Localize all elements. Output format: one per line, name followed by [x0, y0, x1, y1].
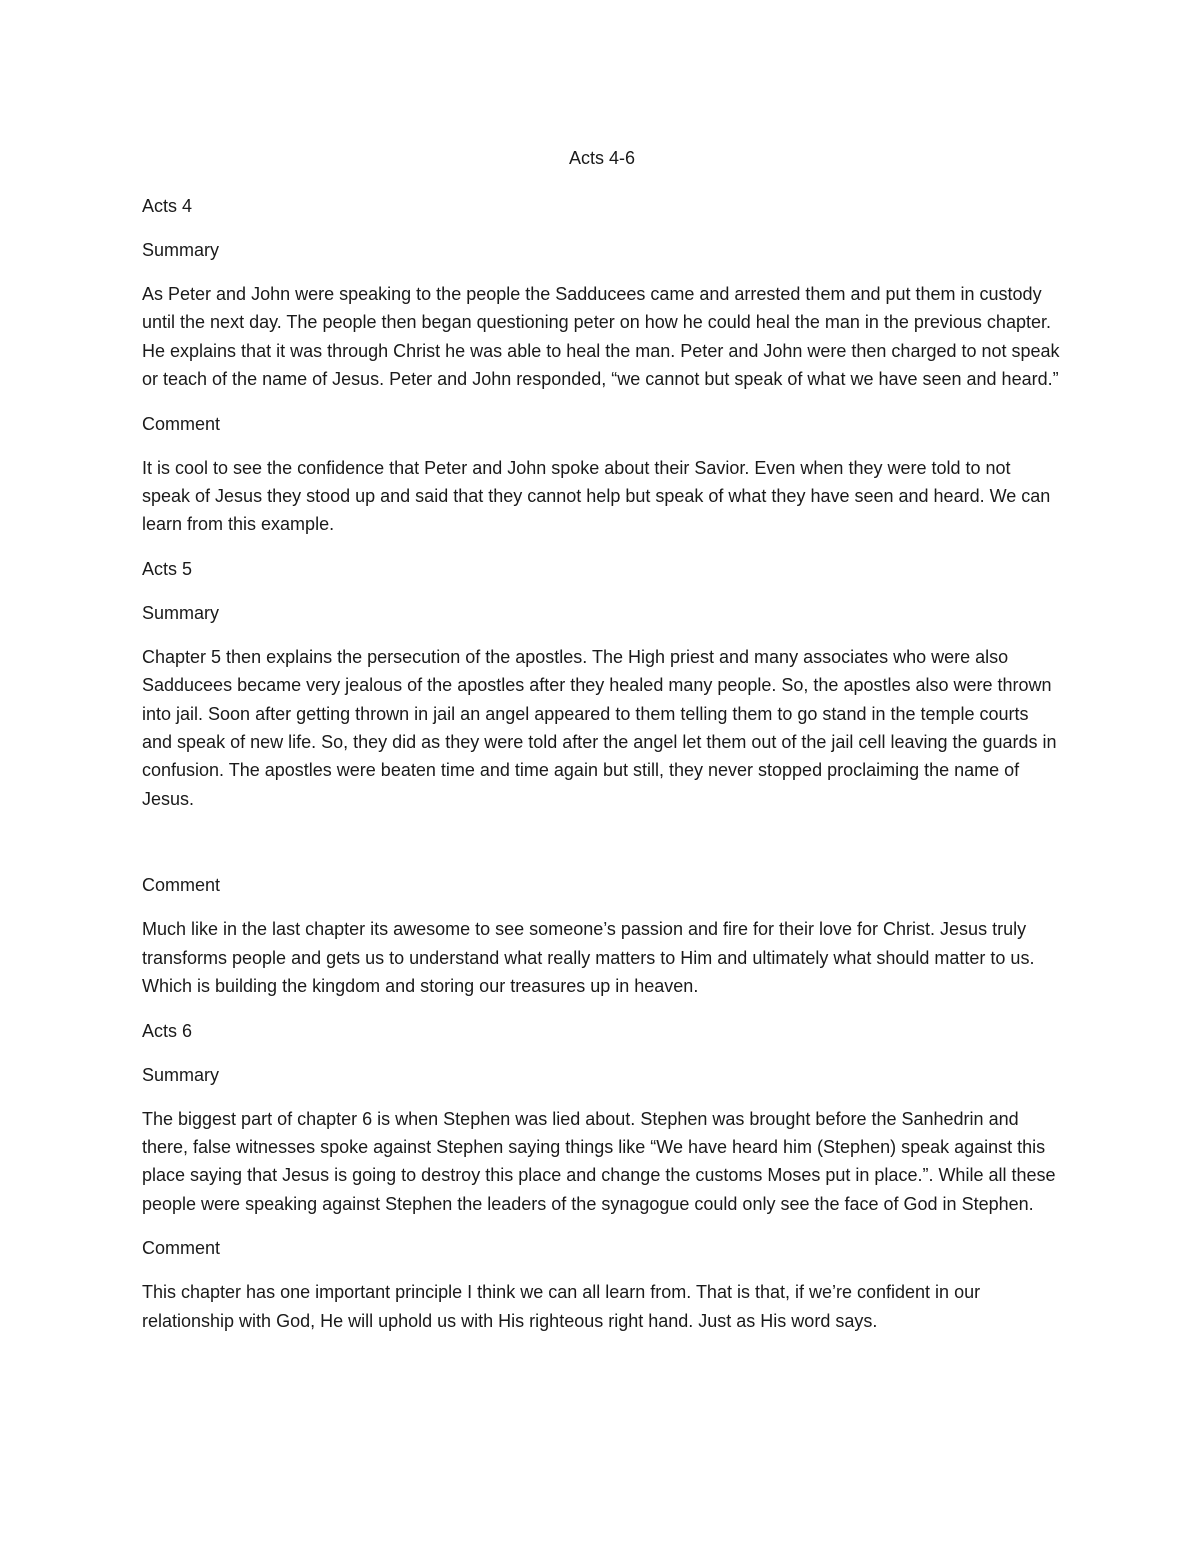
summary-label: Summary: [142, 240, 220, 260]
summary-text: Chapter 5 then explains the persecution of the apostles. The High priest and many associates who were also Sadducees became very jealous of the apostles after they healed many people. So, the apostles also were thrown into jail. Soon after getting thrown in jail an angel appeared to them telling them to go stand in the temple courts and speak of new life. So, they did as they were told after the angel let them out of the jail cell leaving the guards in confusion. The apostles were beaten time and time again but still, they never stopped proclaiming the name of Jesus.: [142, 646, 1057, 809]
summary-text: The biggest part of chapter 6 is when Stephen was lied about. Stephen was brought before the Sanhedrin and there, false witnesses spoke against Stephen saying things like “We have heard him (Stephen) speak against this place saying that Jesus is going to destroy this place and change the customs Moses put in place.”. While all these people were speaking against Stephen the leaders of the synagogue could only see the face of God in Stephen.: [142, 1108, 1056, 1214]
comment-text: This chapter has one important principle I think we can all learn from. That is that, if we’re confident in our relationship with God, He will uphold us with His righteous right hand. Just as His word says.: [142, 1282, 981, 1331]
chapter-heading: Acts 6: [142, 1020, 193, 1041]
summary-label: Summary: [142, 602, 220, 623]
summary-label: Summary: [142, 1064, 220, 1085]
comment-label: Comment: [142, 1238, 221, 1259]
comment-text: It is cool to see the confidence that Peter and John spoke about their Savior. Even when they were told to not speak of Jesus they stood up and said that they cannot help but speak of what they have seen and heard. We can learn from this example.: [142, 457, 1051, 535]
blank-line: [142, 829, 1062, 871]
comment-text: Much like in the last chapter its awesome to see someone’s passion and fire for their love for Christ. Jesus truly transforms people and gets us to understand what really matters to Him and ultimately what should matter to us. Which is building the kingdom and storing our treasures up in heaven.: [142, 919, 1035, 997]
document-body: [142, 144, 1062, 1351]
section-acts-6: [142, 1017, 1062, 1335]
section-acts-5: [142, 555, 1062, 1001]
chapter-heading: Acts 5: [142, 558, 193, 579]
document-title: Acts 4-6: [568, 148, 636, 168]
summary-text: As Peter and John were speaking to the people the Sadducees came and arrested them and put them in custody until the next day. The people then began questioning peter on how he could heal the man in the previous chapter. He explains that it was through Christ he was able to heal the man. Peter and John were then charged to not speak or teach of the name of Jesus. Peter and John responded, “we cannot but speak of what we have seen and heard.”: [142, 284, 1060, 390]
section-acts-4: [142, 192, 1062, 539]
comment-label: Comment: [142, 875, 221, 896]
chapter-heading: Acts 4: [142, 196, 193, 216]
comment-label: Comment: [142, 413, 221, 434]
